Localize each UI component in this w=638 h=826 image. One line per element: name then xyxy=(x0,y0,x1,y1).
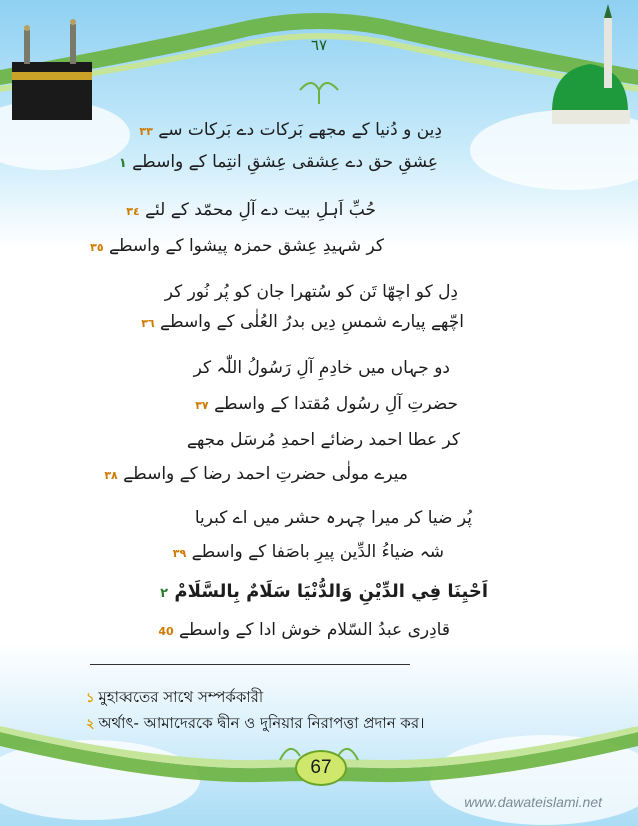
poem-line-text: دِین و دُنیا کے مجھے بَرکات دے بَرکات سے xyxy=(158,120,442,140)
page-number-urdu: ٦٧ xyxy=(310,36,328,54)
footnote-ref: 40 xyxy=(158,625,174,638)
footnote-ref: ٣٤ xyxy=(126,205,140,218)
footnote-ref: ٣٨ xyxy=(104,469,118,482)
floral-ornament-icon xyxy=(300,83,338,104)
footnote-mark: ১ xyxy=(86,691,95,706)
footnote-text: অর্থাৎ- আমাদেরকে দ্বীন ও দুনিয়ার নিরাপত্তা প্রদান কর। xyxy=(98,714,425,732)
poem-line-text: اَحْيِنَا فِي الدِّيْنِ وَالدُّنْيَا سَلَامٌ بِالسَّلَامْ xyxy=(174,581,488,602)
poem-line xyxy=(195,506,472,530)
poem-line xyxy=(165,280,458,304)
poem-line xyxy=(187,428,460,452)
poem-line xyxy=(139,118,442,144)
poem-line xyxy=(104,462,408,488)
poem-line xyxy=(158,618,450,644)
poem-line-text: دِل کو اچھّا تَن کو سُتھرا جان کو پُر نُور کر xyxy=(164,282,458,302)
poem-line-text: اچّھے پیارے شمسِ دِیں بدرُ العُلٰی کے واسطے xyxy=(160,312,464,332)
poem-line-text: عِشقِ حق دے عِشقی عِشقِ انتِما کے واسطے xyxy=(132,152,438,172)
poem-line-text: حضرتِ آلِ رسُول مُقتدا کے واسطے xyxy=(214,394,458,414)
poem-line xyxy=(195,392,458,418)
footnote-ref: ٣٧ xyxy=(195,399,209,412)
footnote-ref: ١ xyxy=(118,156,127,171)
poem-line-text: قادِری عبدُ السّلام خوش ادا کے واسطے xyxy=(179,620,450,640)
poem-line xyxy=(173,540,444,566)
poem-line-text: میرے مولٰی حضرتِ احمد رضا کے واسطے xyxy=(123,464,408,484)
kaaba-icon xyxy=(12,19,92,120)
poem-line xyxy=(194,356,450,380)
footnote-separator xyxy=(90,664,410,665)
poem-line xyxy=(141,310,464,336)
footnote-text: মুহাব্বতের সাথে সম্পর্ককারী xyxy=(98,688,264,706)
footnote-ref: ٣٦ xyxy=(141,317,155,330)
footnote-ref: ٣٥ xyxy=(90,241,104,254)
poem-line-arabic xyxy=(160,580,488,606)
poem-line-text: دو جہاں میں خادِمِ آلِ رَسُولُ اللّٰہ کر xyxy=(193,358,450,378)
poem-line xyxy=(119,150,438,176)
poem-line-text: حُبِّ اَہلِ بیت دے آلِ محمّد کے لئے xyxy=(145,200,376,220)
poem-line-text: شہ ضیاءُ الدِّین پیرِ باصَفا کے واسطے xyxy=(191,542,444,562)
website-url[interactable]: www.dawateislami.net xyxy=(464,794,602,810)
footnote-ref: ٣٣ xyxy=(139,125,153,138)
poem-line-text: کر شہیدِ عِشق حمزہ پیشوا کے واسطے xyxy=(109,236,384,256)
poem-line xyxy=(90,234,384,260)
poem-line-text: کر عطا احمد رضائے احمدِ مُرسَل مجھے xyxy=(186,430,460,450)
footnote-mark: ২ xyxy=(86,717,95,732)
poem-line xyxy=(126,198,376,224)
poem-line-text: پُر ضیا کر میرا چہرہ حشر میں اے کبریا xyxy=(194,508,472,528)
footnote-ref: ٣٩ xyxy=(172,547,187,560)
footnote-ref: ٢ xyxy=(160,586,169,601)
page-number: 67 xyxy=(295,750,347,786)
